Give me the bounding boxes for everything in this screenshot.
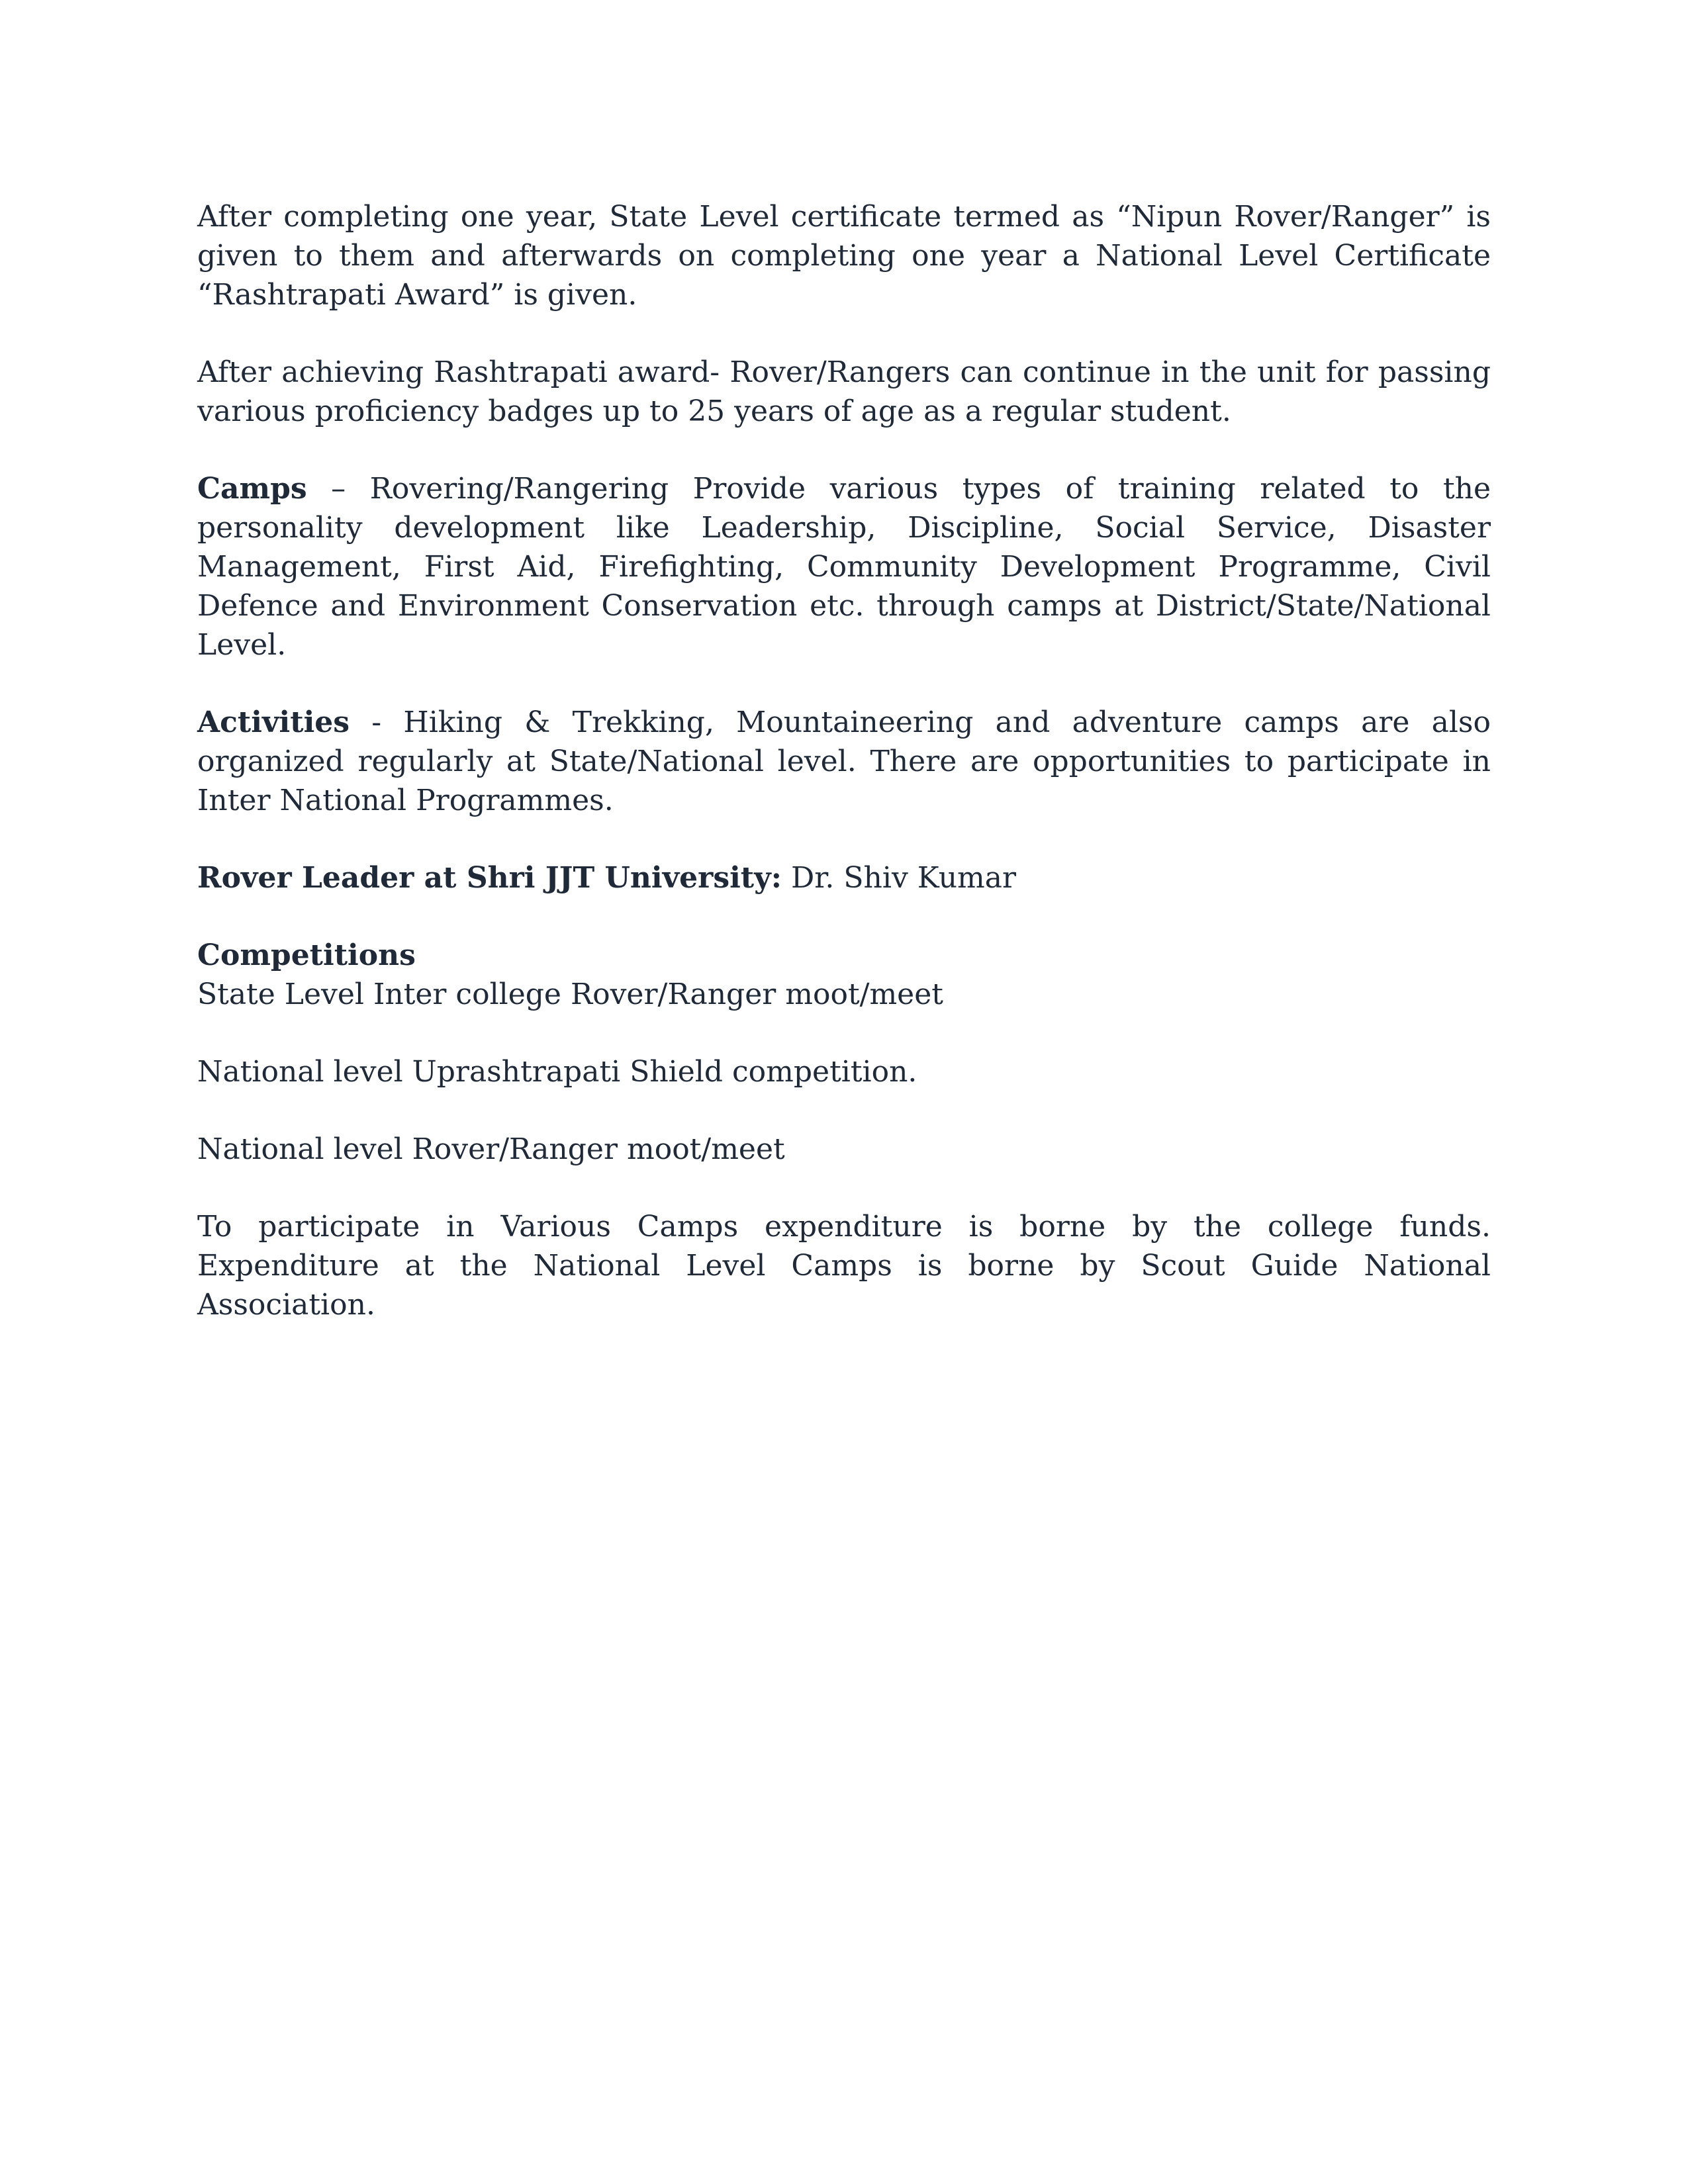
camps-paragraph (197, 469, 1491, 664)
document-page (197, 197, 1491, 1363)
competitions-heading: Competitions (197, 938, 416, 972)
competition-item: National level Rover/Ranger moot/meet (197, 1132, 785, 1166)
certificate-paragraph: After completing one year, State Level certificate termed as “Nipun Rover/Ranger” is given to them and afterwards on completing one year a National Level Certificate “Rashtrapati Award” is given. (197, 200, 1491, 312)
competition-item: State Level Inter college Rover/Ranger moot/meet (197, 978, 943, 1011)
activities-heading: Activities (197, 705, 350, 739)
rover-leader-name: Dr. Shiv Kumar (781, 861, 1017, 895)
activities-text: - Hiking & Trekking, Mountaineering and adventure camps are also organized regularly at State/National level. There are opportunities to participate in Inter National Programmes. (197, 705, 1491, 817)
rashtrapati-award-paragraph: After achieving Rashtrapati award- Rover/Rangers can continue in the unit for passing various proficiency badges up to 25 years of age as a regular student. (197, 355, 1491, 428)
expenditure-paragraph: To participate in Various Camps expenditure is borne by the college funds. Expenditure at the National Level Camps is borne by Scout Guide National Association. (197, 1210, 1491, 1322)
activities-paragraph (197, 703, 1491, 820)
competition-item: National level Uprashtrapati Shield competition. (197, 1055, 917, 1089)
rover-leader-label: Rover Leader at Shri JJT University: (197, 861, 782, 895)
rover-leader-paragraph (197, 858, 1491, 897)
camps-text: – Rovering/Rangering Provide various types of training related to the personality development like Leadership, Discipline, Social Service, Disaster Management, First Aid, Firefighting, Community Development Programme, Civil Defence and Environment Conservation etc. through camps at District/State/National Level. (197, 472, 1491, 662)
camps-heading: Camps (197, 472, 307, 506)
